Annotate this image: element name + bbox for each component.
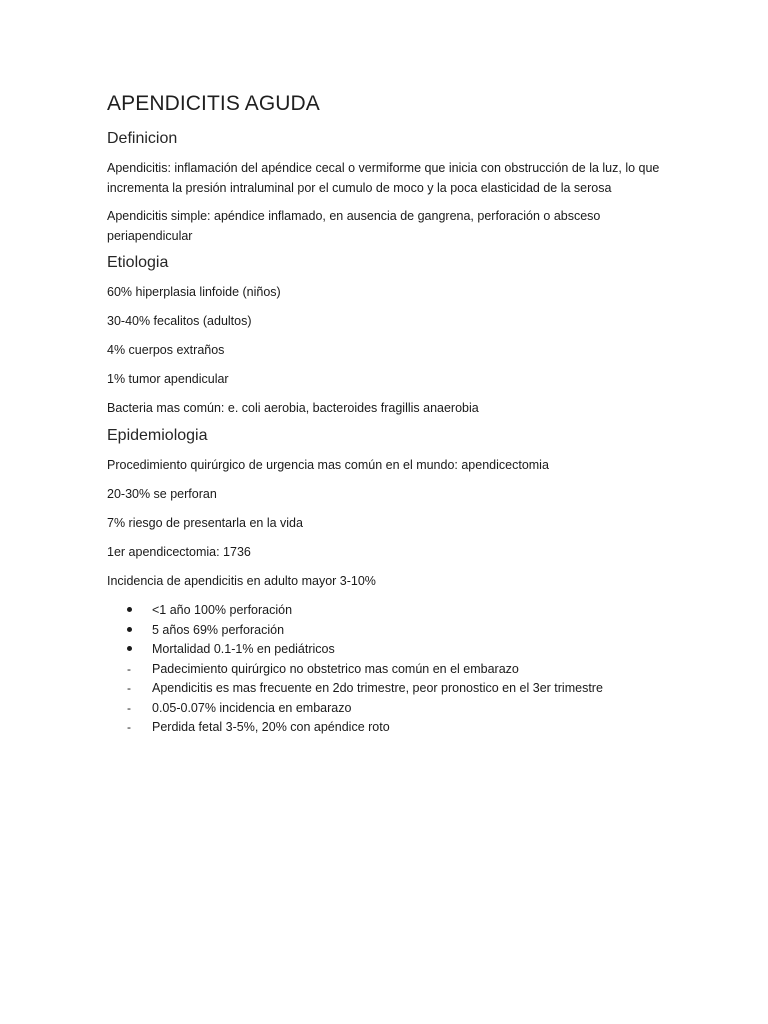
paragraph: 1er apendicectomia: 1736	[107, 545, 251, 559]
paragraph: 30-40% fecalitos (adultos)	[107, 314, 252, 328]
bullet-icon	[107, 640, 152, 660]
dash-marker: -	[127, 681, 131, 695]
section-heading-definicion: Definicion	[107, 130, 178, 147]
section-etiologia	[107, 254, 667, 418]
section-epidemiologia	[107, 427, 667, 738]
list-item-text: 5 años 69% perforación	[152, 622, 285, 637]
epidemiologia-list	[107, 601, 667, 738]
section-definicion	[107, 130, 667, 246]
dash-marker: -	[127, 661, 131, 676]
list-item-text: Perdida fetal 3-5%, 20% con apéndice roto	[152, 720, 390, 734]
paragraph: 7% riesgo de presentarla en la vida	[107, 516, 303, 530]
list-item	[107, 718, 667, 738]
dash-marker: -	[127, 700, 131, 715]
list-item	[107, 660, 667, 680]
dash-marker: -	[127, 720, 131, 734]
document-title: APENDICITIS AGUDA	[107, 92, 320, 115]
paragraph: 1% tumor apendicular	[107, 372, 229, 386]
paragraph: 4% cuerpos extraños	[107, 343, 225, 357]
list-item	[107, 601, 667, 621]
paragraph: Incidencia de apendicitis en adulto mayor 3-10%	[107, 574, 376, 588]
paragraph: Apendicitis simple: apéndice inflamado, en ausencia de gangrena, perforación o absceso periapendicular	[107, 209, 601, 243]
list-item	[107, 699, 667, 719]
list-item	[107, 679, 667, 699]
paragraph: Procedimiento quirúrgico de urgencia mas común en el mundo: apendicectomia	[107, 458, 549, 472]
list-item	[107, 621, 667, 641]
paragraph: Apendicitis: inflamación del apéndice cecal o vermiforme que inicia con obstrucción de la luz, lo que incrementa la presión intraluminal por el cumulo de moco y la poca elasticidad de la serosa	[107, 161, 660, 195]
paragraph: Bacteria mas común: e. coli aerobia, bacteroides fragillis anaerobia	[107, 401, 479, 415]
bullet-icon	[107, 601, 152, 621]
list-item-text: Mortalidad 0.1-1% en pediátricos	[152, 642, 335, 656]
paragraph: 20-30% se perforan	[107, 487, 217, 501]
list-item-text: Apendicitis es mas frecuente en 2do trimestre, peor pronostico en el 3er trimestre	[152, 681, 603, 695]
list-item	[107, 640, 667, 660]
bullet-icon	[107, 621, 152, 641]
section-heading-epidemiologia: Epidemiologia	[107, 427, 208, 444]
paragraph: 60% hiperplasia linfoide (niños)	[107, 285, 281, 299]
list-item-text: 0.05-0.07% incidencia en embarazo	[152, 700, 352, 715]
section-heading-etiologia: Etiologia	[107, 254, 169, 271]
list-item-text: <1 año 100% perforación	[152, 603, 293, 617]
list-item-text: Padecimiento quirúrgico no obstetrico mas común en el embarazo	[152, 661, 519, 676]
document-page	[107, 92, 667, 746]
